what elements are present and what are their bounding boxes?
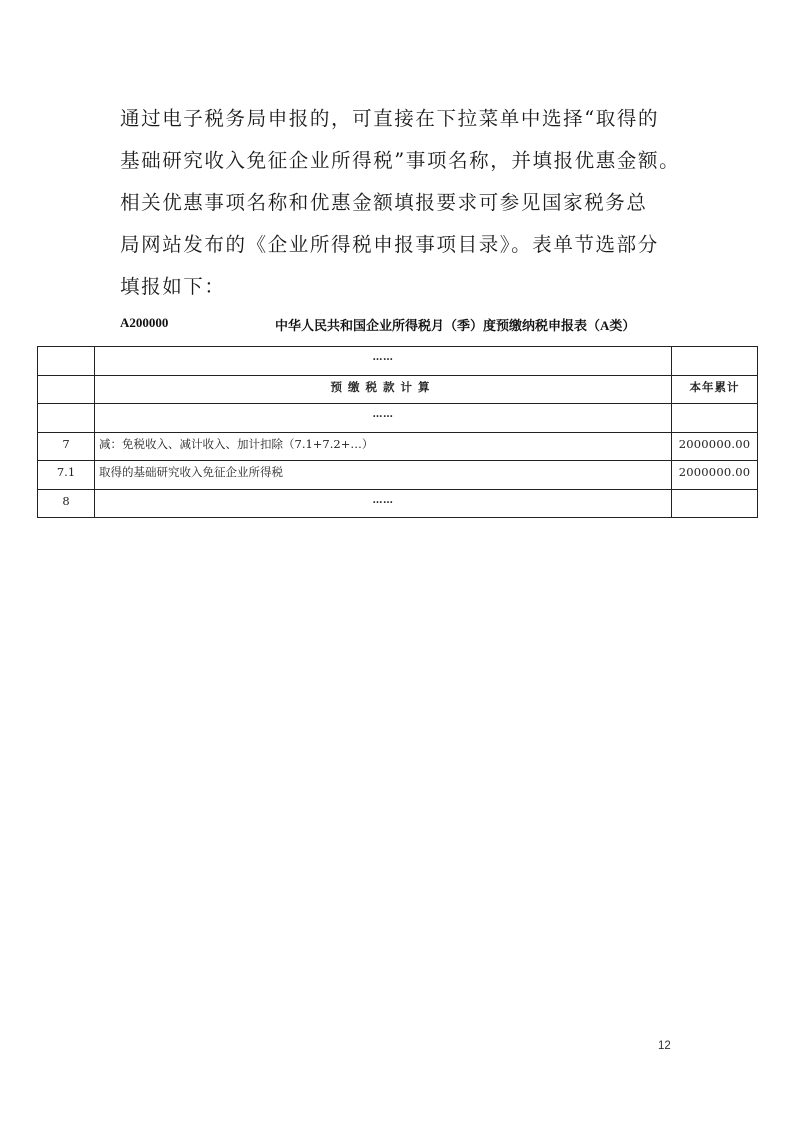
page-number: 12	[658, 1040, 671, 1052]
table-row	[38, 461, 758, 490]
row-number: 7.1	[38, 461, 95, 490]
row-value	[672, 347, 758, 376]
table-header-row	[38, 375, 758, 404]
table-row	[38, 347, 758, 376]
row-item: ……	[95, 347, 672, 376]
paragraph-line: 基础研究收入免征企业所得税”事项名称，并填报优惠金额。	[120, 149, 681, 172]
row-number	[38, 347, 95, 376]
paragraph-line: 通过电子税务局申报的，可直接在下拉菜单中选择“取得的	[120, 107, 660, 130]
table-row	[38, 489, 758, 518]
form-code: A200000	[120, 315, 169, 330]
row-value	[672, 404, 758, 433]
paragraph-line: 相关优惠事项名称和优惠金额填报要求可参见国家税务总	[120, 191, 648, 214]
row-number	[38, 375, 95, 404]
row-number	[38, 404, 95, 433]
table-row	[38, 404, 758, 433]
form-title: 中华人民共和国企业所得税月（季）度预缴纳税申报表（A类）	[275, 318, 636, 333]
section-heading: 预缴税款计算	[95, 375, 672, 404]
row-value	[672, 489, 758, 518]
column-header-ytd: 本年累计	[672, 375, 758, 404]
row-item: 取得的基础研究收入免征企业所得税	[95, 461, 672, 490]
form-caption	[120, 315, 680, 335]
row-value: 2000000.00	[672, 461, 758, 490]
row-number: 8	[38, 489, 95, 518]
row-number: 7	[38, 432, 95, 461]
row-item: ……	[95, 404, 672, 433]
paragraph-line: 填报如下：	[120, 275, 226, 298]
paragraph-line: 局网站发布的《企业所得税申报事项目录》。表单节选部分	[120, 233, 659, 256]
tax-form-table	[37, 346, 758, 518]
table-row	[38, 432, 758, 461]
body-paragraph	[120, 98, 680, 308]
row-value: 2000000.00	[672, 432, 758, 461]
row-item: 减：免税收入、减计收入、加计扣除（7.1+7.2+…）	[95, 432, 672, 461]
row-item: ……	[95, 489, 672, 518]
